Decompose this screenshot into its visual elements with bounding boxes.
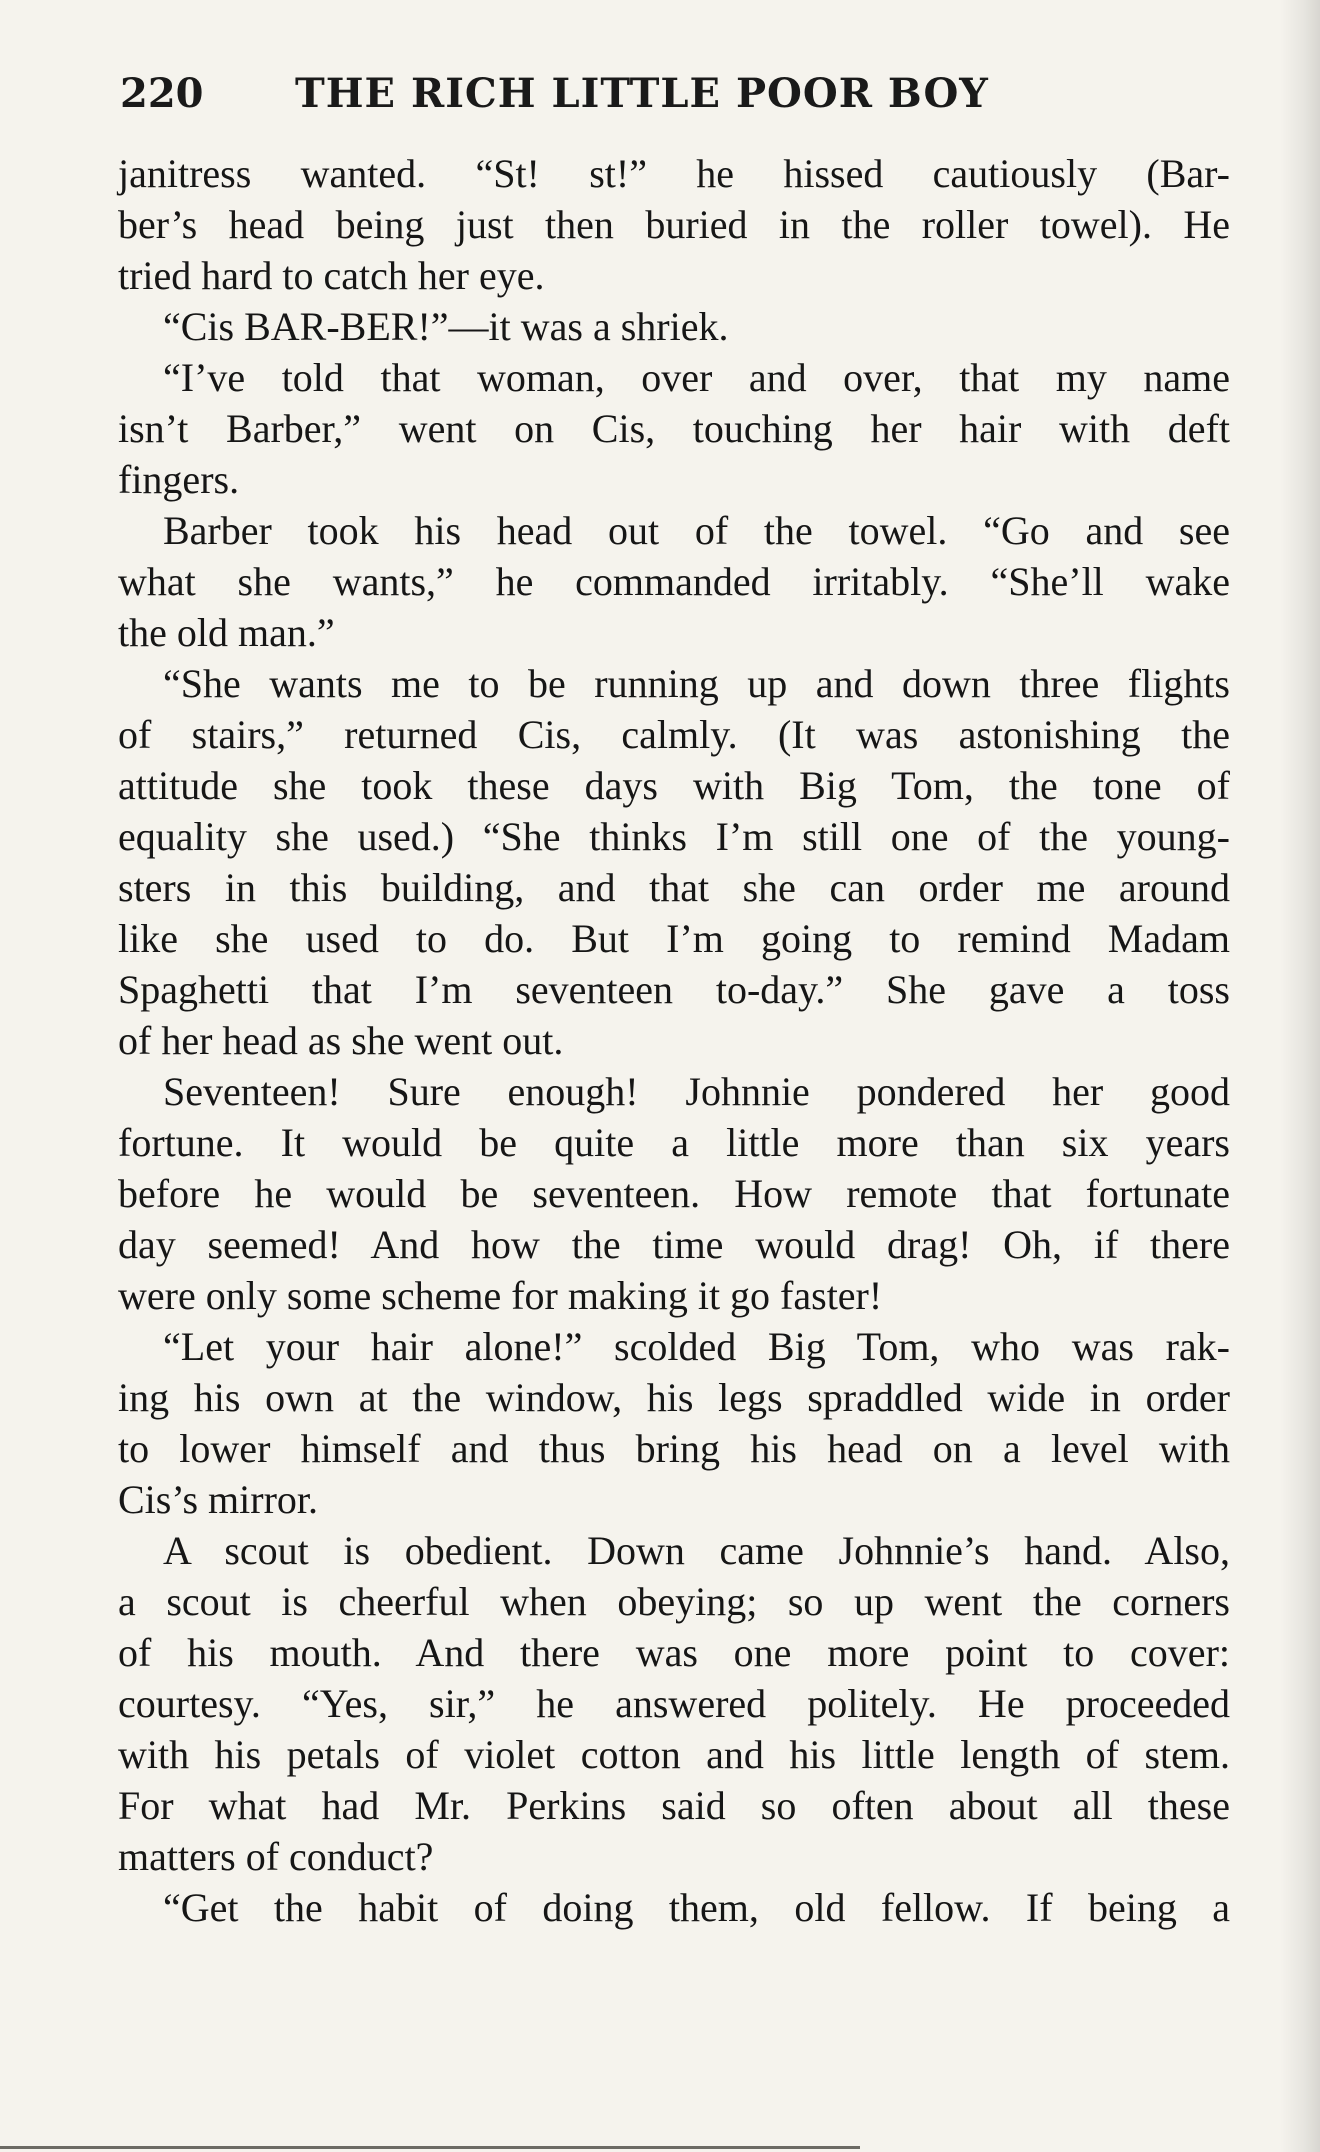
text-line: courtesy. “Yes, sir,” he answered politely. He proceeded — [118, 1681, 1230, 1726]
text-line: fingers. — [118, 457, 240, 502]
text-line: “She wants me to be running up and down three flights — [163, 661, 1230, 706]
running-header — [120, 70, 1230, 130]
text-line: before he would be seventeen. How remote that fortunate — [118, 1171, 1230, 1216]
text-line: A scout is obedient. Down came Johnnie’s hand. Also, — [163, 1528, 1230, 1573]
text-line: attitude she took these days with Big Tom, the tone of — [118, 763, 1230, 808]
text-line: “Get the habit of doing them, old fellow. If being a — [163, 1885, 1230, 1930]
body-text — [118, 148, 1230, 1933]
text-line: Seventeen! Sure enough! Johnnie pondered her good — [163, 1069, 1230, 1114]
text-line: of his mouth. And there was one more point to cover: — [118, 1630, 1230, 1675]
text-line: day seemed! And how the time would drag! Oh, if there — [118, 1222, 1230, 1267]
text-line: fortune. It would be quite a little more than six years — [118, 1120, 1230, 1165]
text-line: to lower himself and thus bring his head on a level with — [118, 1426, 1230, 1471]
text-line: were only some scheme for making it go faster! — [118, 1273, 883, 1318]
text-line: “I’ve told that woman, over and over, that my name — [163, 355, 1230, 400]
text-line: ber’s head being just then buried in the roller towel). He — [118, 202, 1230, 247]
text-line: what she wants,” he commanded irritably. “She’ll wake — [118, 559, 1230, 604]
text-line: Spaghetti that I’m seventeen to-day.” She gave a toss — [118, 967, 1230, 1012]
running-title: THE RICH LITTLE POOR BOY — [295, 70, 989, 117]
text-line: with his petals of violet cotton and his little length of stem. — [118, 1732, 1230, 1777]
text-line: of her head as she went out. — [118, 1018, 564, 1063]
text-line: “Cis BAR-BER!”—it was a shriek. — [163, 304, 729, 349]
page-number: 220 — [120, 70, 204, 117]
scan-edge-shadow — [1280, 0, 1320, 2152]
text-line: Barber took his head out of the towel. “Go and see — [163, 508, 1230, 553]
text-line: matters of conduct? — [118, 1834, 434, 1879]
text-line: tried hard to catch her eye. — [118, 253, 545, 298]
text-line: equality she used.) “She thinks I’m still one of the young- — [118, 814, 1230, 859]
text-line: like she used to do. But I’m going to remind Madam — [118, 916, 1230, 961]
text-line: the old man.” — [118, 610, 335, 655]
text-line: ing his own at the window, his legs spraddled wide in order — [118, 1375, 1230, 1420]
text-line: “Let your hair alone!” scolded Big Tom, who was rak- — [163, 1324, 1230, 1369]
text-line: janitress wanted. “St! st!” he hissed cautiously (Bar- — [118, 151, 1230, 196]
bottom-rule — [0, 2146, 860, 2149]
text-line: a scout is cheerful when obeying; so up went the corners — [118, 1579, 1230, 1624]
text-line: Cis’s mirror. — [118, 1477, 319, 1522]
text-line: isn’t Barber,” went on Cis, touching her hair with deft — [118, 406, 1230, 451]
text-line: sters in this building, and that she can order me around — [118, 865, 1230, 910]
text-line: For what had Mr. Perkins said so often about all these — [118, 1783, 1230, 1828]
text-line: of stairs,” returned Cis, calmly. (It was astonishing the — [118, 712, 1230, 757]
